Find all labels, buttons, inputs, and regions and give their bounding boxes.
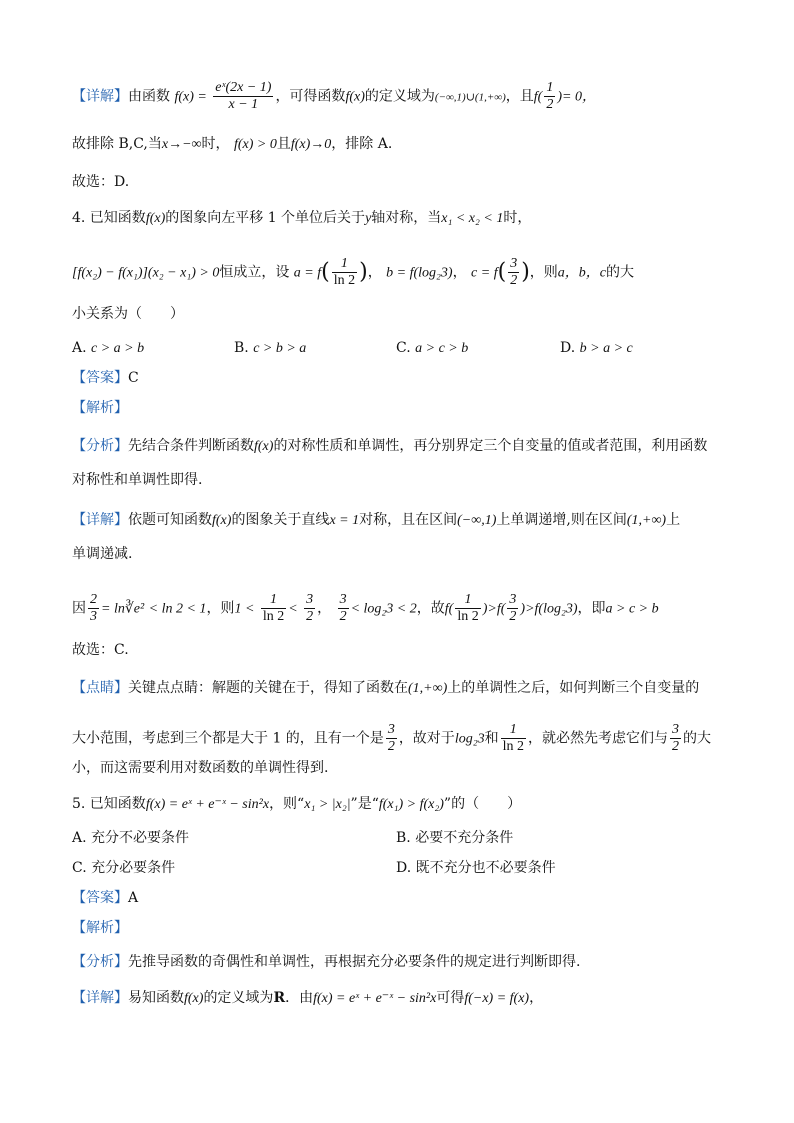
fraction: $\frac{3}{2}$ <box>387 722 395 754</box>
detail-tag: 【详解】 <box>72 88 128 105</box>
fraction: $\frac{3}{2}$ <box>510 256 518 288</box>
fraction: $\frac{3}{2}$ <box>306 592 314 624</box>
fraction: $\frac{1}{\ln 2}$ <box>502 722 524 754</box>
q4-analysis-tag: 【解析】 <box>72 400 128 416</box>
fraction: $\frac{3}{2}$ <box>339 592 347 624</box>
q3-exclusion-line: 故排除 B,C,当x→−∞时， f(x) > 0且f(x)→0，排除 A. <box>72 136 393 152</box>
fraction: $\frac{1}{\ln 2}$ <box>333 256 356 288</box>
q4-option-a: A. c > a > b <box>72 340 145 356</box>
q4-point-line3: 小，而这需要利用对数函数的单调性得到. <box>72 760 329 776</box>
q5-stem: 5. 已知函数f(x) = eˣ + e⁻ˣ − sin²x，则“x₁ > |x₂|”是“f(x₁) > f(x₂)”的（ ） <box>72 796 522 812</box>
q5-answer: 【答案】A <box>72 890 139 906</box>
q4-option-c: C. a > c > b <box>396 340 469 356</box>
q5-analysis-tag: 【解析】 <box>72 920 128 936</box>
q4-choice: 故选：C. <box>72 642 129 658</box>
q5-option-c: C. 充分必要条件 <box>72 860 176 876</box>
q3-detail-line: 【详解】由函数 f(x) = $\frac{\text{eˣ(2x − 1)}}{x - 1}$ ，可得函数f(x)的定义域为(−∞,1)∪(1,+∞)，且f( $\frac{1}{2}$ )= 0， <box>72 80 596 112</box>
q4-option-d: D. b > a > c <box>560 340 633 356</box>
q4-fenxi-line1: 【分析】先结合条件判断函数f(x)的对称性质和单调性，再分别界定三个自变量的值或者范围，利用函数 <box>72 438 708 454</box>
q4-stem-line1: 4. 已知函数f(x)的图象向左平移 1 个单位后关于y轴对称，当x₁ < x₂ < 1时， <box>72 210 532 226</box>
q5-fenxi: 【分析】先推导函数的奇偶性和单调性，再根据充分必要条件的规定进行判断即得. <box>72 954 581 970</box>
fraction: $\frac{1}{\ln 2}$ <box>262 592 285 624</box>
fraction: $\frac{\text{eˣ(2x − 1)}}{x - 1}$ <box>215 80 272 112</box>
fraction: $\frac{2}{3}$ <box>90 592 97 624</box>
q3-choice: 故选：D. <box>72 174 130 190</box>
q5-detail: 【详解】易知函数f(x)的定义域为R．由f(x) = eˣ + e⁻ˣ − sin²x可得f(−x) = f(x)， <box>72 990 544 1006</box>
q4-point-line1: 【点睛】关键点点睛：解题的关键在于，得知了函数在(1,+∞)上的单调性之后，如何判断三个自变量的 <box>72 680 700 696</box>
fraction: $\frac{3}{2}$ <box>671 722 679 754</box>
q5-option-d: D. 既不充分也不必要条件 <box>396 860 556 876</box>
q4-point-line2: 大小范围，考虑到三个都是大于 1 的，且有一个是 $\frac{3}{2}$ ，故对于log₂3和 $\frac{1}{\ln 2}$ ，就必然先考虑它们与 $\frac{3}{2}$ 的大 <box>72 722 711 754</box>
q4-inequality-line: 因 $\frac{2}{3}$ = ln∛e² < ln 2 < 1，则1 < $\frac{1}{\ln 2}$ < $\frac{3}{2}$ ， $\frac{3}{2}$ < log₂3 < 2，故f( $\frac{1}{\ln 2}$ )>f( $\frac{3}{2}$ )>f(log₂3)，即a > c > b <box>72 592 659 624</box>
fraction: $\frac{1}{\ln 2}$ <box>457 592 479 624</box>
q4-detail-line1: 【详解】依题可知函数f(x)的图象关于直线x = 1对称，且在区间(−∞,1)上单调递增,则在区间(1,+∞)上 <box>72 512 681 528</box>
q4-option-b: B. c > b > a <box>234 340 307 356</box>
q4-detail-line2: 单调递减. <box>72 546 133 562</box>
q5-option-b: B. 必要不充分条件 <box>396 830 514 846</box>
q4-answer: 【答案】C <box>72 370 139 386</box>
q5-option-a: A. 充分不必要条件 <box>72 830 190 846</box>
q4-stem-line2: [f(x₂) − f(x₁)](x₂ − x₁) > 0恒成立，设 a = f( $\frac{1}{\ln 2}$ )， b = f(log₂3)， c = f( $\frac{3}{2}$ )，则a，b，c的大 <box>72 256 634 288</box>
q4-stem-line3: 小关系为（ ） <box>72 306 184 322</box>
q4-fenxi-line2: 对称性和单调性即得. <box>72 472 203 488</box>
fraction: $\frac{3}{2}$ <box>509 592 517 624</box>
fraction: $\frac{1}{2}$ <box>546 80 554 112</box>
